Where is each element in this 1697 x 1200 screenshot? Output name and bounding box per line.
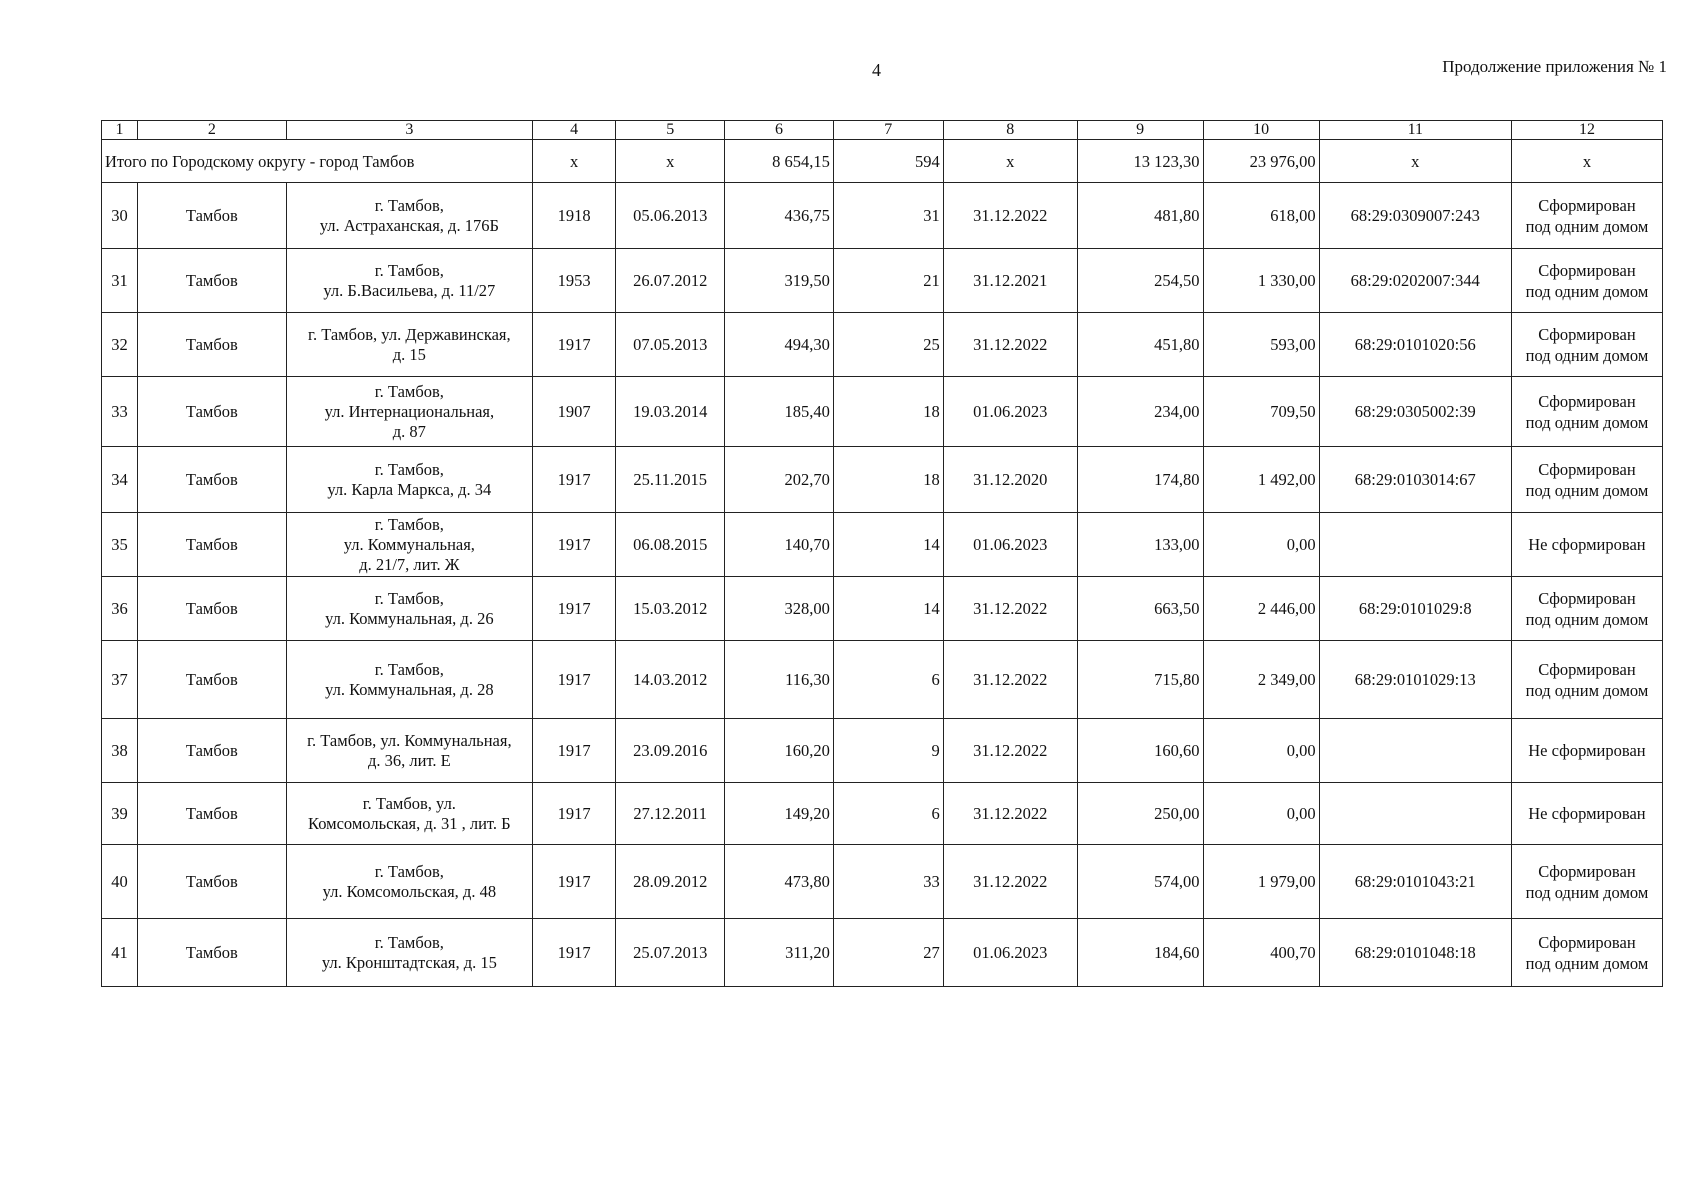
year-cell: 1917 [532, 641, 615, 719]
row-number: 37 [102, 641, 138, 719]
cadastral-number-cell: 68:29:0309007:243 [1319, 183, 1511, 249]
col-number-9: 9 [1077, 121, 1203, 140]
date-cell: 25.11.2015 [616, 447, 725, 513]
col-10-cell: 400,70 [1203, 919, 1319, 987]
table-row [102, 845, 1663, 919]
column-number-row [102, 121, 1663, 140]
date-cell: 15.03.2012 [616, 577, 725, 641]
col-9-cell: 174,80 [1077, 447, 1203, 513]
total-col-11: х [1319, 140, 1511, 183]
address-line-2: Комсомольская, д. 31 , лит. Б [308, 813, 511, 833]
status-line-2: под одним домом [1525, 882, 1649, 902]
date-cell: 05.06.2013 [616, 183, 725, 249]
date-cell: 07.05.2013 [616, 313, 725, 377]
col-10-cell: 618,00 [1203, 183, 1319, 249]
cadastral-number-cell: 68:29:0101043:21 [1319, 845, 1511, 919]
deadline-cell: 31.12.2021 [943, 249, 1077, 313]
status-line-1: Сформирован [1538, 932, 1636, 952]
col-number-4: 4 [532, 121, 615, 140]
city-cell: Тамбов [137, 641, 286, 719]
address-line-1: г. Тамбов, [374, 514, 444, 534]
date-cell: 27.12.2011 [616, 783, 725, 845]
appendix-note: Продолжение приложения № 1 [1442, 57, 1667, 76]
residents-cell: 6 [833, 783, 943, 845]
city-cell: Тамбов [137, 513, 286, 577]
col-9-cell: 574,00 [1077, 845, 1203, 919]
col-9-cell: 234,00 [1077, 377, 1203, 447]
city-cell: Тамбов [137, 249, 286, 313]
residents-cell: 33 [833, 845, 943, 919]
total-col-5: х [616, 140, 725, 183]
total-area: 8 654,15 [725, 140, 834, 183]
address-cell [286, 183, 532, 249]
page-number: 4 [872, 60, 881, 80]
status-line-2: под одним домом [1525, 281, 1649, 301]
table-row [102, 577, 1663, 641]
status-cell [1511, 377, 1662, 447]
cadastral-number-cell: 68:29:0101029:8 [1319, 577, 1511, 641]
status-line-2: под одним домом [1525, 216, 1649, 236]
table-row [102, 719, 1663, 783]
cadastral-number-cell [1319, 783, 1511, 845]
col-10-cell: 0,00 [1203, 513, 1319, 577]
col-9-cell: 715,80 [1077, 641, 1203, 719]
city-cell: Тамбов [137, 919, 286, 987]
year-cell: 1953 [532, 249, 615, 313]
address-line-1: г. Тамбов, [374, 195, 444, 215]
address-line-2: д. 36, лит. Е [367, 750, 451, 770]
table-row [102, 447, 1663, 513]
total-col-10: 23 976,00 [1203, 140, 1319, 183]
status-line-2: под одним домом [1525, 609, 1649, 629]
total-row [102, 140, 1663, 183]
address-line-2: д. 15 [392, 344, 426, 364]
deadline-cell: 31.12.2022 [943, 845, 1077, 919]
date-cell: 28.09.2012 [616, 845, 725, 919]
status-line-1: Не сформирован [1528, 741, 1646, 760]
address-line-1: г. Тамбов, [374, 861, 444, 881]
status-line-1: Сформирован [1538, 861, 1636, 881]
col-9-cell: 250,00 [1077, 783, 1203, 845]
col-10-cell: 1 492,00 [1203, 447, 1319, 513]
cadastral-number-cell: 68:29:0202007:344 [1319, 249, 1511, 313]
area-cell: 436,75 [725, 183, 834, 249]
area-cell: 494,30 [725, 313, 834, 377]
address-line-1: г. Тамбов, ул. [362, 793, 456, 813]
year-cell: 1917 [532, 447, 615, 513]
col-number-6: 6 [725, 121, 834, 140]
address-line-1: г. Тамбов, ул. Державинская, [308, 324, 511, 344]
year-cell: 1917 [532, 577, 615, 641]
status-cell [1511, 919, 1662, 987]
area-cell: 311,20 [725, 919, 834, 987]
status-cell [1511, 313, 1662, 377]
cadastral-number-cell: 68:29:0103014:67 [1319, 447, 1511, 513]
address-line-1: г. Тамбов, [374, 588, 444, 608]
address-line-1: г. Тамбов, [374, 459, 444, 479]
status-cell [1511, 577, 1662, 641]
status-cell [1511, 513, 1662, 577]
residents-cell: 21 [833, 249, 943, 313]
table-row [102, 377, 1663, 447]
address-cell [286, 641, 532, 719]
address-cell [286, 313, 532, 377]
residents-cell: 14 [833, 513, 943, 577]
year-cell: 1917 [532, 919, 615, 987]
address-line-2: ул. Коммунальная, д. 26 [325, 608, 494, 628]
status-line-2: под одним домом [1525, 345, 1649, 365]
residents-cell: 27 [833, 919, 943, 987]
residents-cell: 9 [833, 719, 943, 783]
address-cell [286, 783, 532, 845]
table-row [102, 919, 1663, 987]
cadastral-number-cell: 68:29:0101048:18 [1319, 919, 1511, 987]
city-cell: Тамбов [137, 719, 286, 783]
deadline-cell: 01.06.2023 [943, 377, 1077, 447]
col-number-2: 2 [137, 121, 286, 140]
city-cell: Тамбов [137, 447, 286, 513]
address-cell [286, 513, 532, 577]
status-cell [1511, 845, 1662, 919]
col-10-cell: 0,00 [1203, 783, 1319, 845]
total-col-9: 13 123,30 [1077, 140, 1203, 183]
year-cell: 1917 [532, 513, 615, 577]
city-cell: Тамбов [137, 377, 286, 447]
cadastral-number-cell: 68:29:0305002:39 [1319, 377, 1511, 447]
col-number-3: 3 [286, 121, 532, 140]
address-cell [286, 919, 532, 987]
year-cell: 1907 [532, 377, 615, 447]
deadline-cell: 01.06.2023 [943, 513, 1077, 577]
area-cell: 328,00 [725, 577, 834, 641]
col-9-cell: 254,50 [1077, 249, 1203, 313]
deadline-cell: 01.06.2023 [943, 919, 1077, 987]
status-line-1: Не сформирован [1528, 535, 1646, 554]
col-number-11: 11 [1319, 121, 1511, 140]
address-line-2: ул. Коммунальная, [343, 534, 475, 554]
col-number-1: 1 [102, 121, 138, 140]
col-number-10: 10 [1203, 121, 1319, 140]
area-cell: 202,70 [725, 447, 834, 513]
deadline-cell: 31.12.2022 [943, 719, 1077, 783]
area-cell: 140,70 [725, 513, 834, 577]
city-cell: Тамбов [137, 313, 286, 377]
col-9-cell: 663,50 [1077, 577, 1203, 641]
row-number: 33 [102, 377, 138, 447]
status-line-2: под одним домом [1525, 480, 1649, 500]
area-cell: 473,80 [725, 845, 834, 919]
total-col-12: х [1511, 140, 1662, 183]
col-9-cell: 184,60 [1077, 919, 1203, 987]
cadastral-number-cell [1319, 513, 1511, 577]
date-cell: 19.03.2014 [616, 377, 725, 447]
col-10-cell: 0,00 [1203, 719, 1319, 783]
status-line-1: Сформирован [1538, 659, 1636, 679]
total-col-4: х [532, 140, 615, 183]
table-row [102, 513, 1663, 577]
residents-cell: 6 [833, 641, 943, 719]
deadline-cell: 31.12.2022 [943, 641, 1077, 719]
address-cell [286, 447, 532, 513]
table-row [102, 783, 1663, 845]
date-cell: 25.07.2013 [616, 919, 725, 987]
year-cell: 1917 [532, 783, 615, 845]
table-body [102, 121, 1663, 987]
cadastral-number-cell: 68:29:0101020:56 [1319, 313, 1511, 377]
row-number: 31 [102, 249, 138, 313]
row-number: 36 [102, 577, 138, 641]
address-cell [286, 377, 532, 447]
status-line-1: Сформирован [1538, 459, 1636, 479]
address-line-3: д. 87 [392, 421, 426, 441]
cadastral-number-cell [1319, 719, 1511, 783]
row-number: 38 [102, 719, 138, 783]
status-line-1: Сформирован [1538, 324, 1636, 344]
city-cell: Тамбов [137, 577, 286, 641]
deadline-cell: 31.12.2022 [943, 577, 1077, 641]
col-9-cell: 160,60 [1077, 719, 1203, 783]
col-number-12: 12 [1511, 121, 1662, 140]
cadastral-number-cell: 68:29:0101029:13 [1319, 641, 1511, 719]
residents-cell: 25 [833, 313, 943, 377]
address-line-1: г. Тамбов, [374, 659, 444, 679]
area-cell: 319,50 [725, 249, 834, 313]
row-number: 30 [102, 183, 138, 249]
status-line-1: Не сформирован [1528, 804, 1646, 823]
status-line-2: под одним домом [1525, 412, 1649, 432]
row-number: 40 [102, 845, 138, 919]
col-10-cell: 709,50 [1203, 377, 1319, 447]
col-9-cell: 133,00 [1077, 513, 1203, 577]
col-10-cell: 2 446,00 [1203, 577, 1319, 641]
address-line-1: г. Тамбов, [374, 932, 444, 952]
deadline-cell: 31.12.2022 [943, 183, 1077, 249]
row-number: 41 [102, 919, 138, 987]
address-line-2: ул. Карла Маркса, д. 34 [327, 479, 492, 499]
city-cell: Тамбов [137, 783, 286, 845]
row-number: 35 [102, 513, 138, 577]
col-number-5: 5 [616, 121, 725, 140]
area-cell: 116,30 [725, 641, 834, 719]
status-cell [1511, 783, 1662, 845]
deadline-cell: 31.12.2022 [943, 783, 1077, 845]
address-cell [286, 577, 532, 641]
table-row [102, 249, 1663, 313]
row-number: 32 [102, 313, 138, 377]
row-number: 39 [102, 783, 138, 845]
address-line-1: г. Тамбов, [374, 260, 444, 280]
date-cell: 26.07.2012 [616, 249, 725, 313]
address-line-2: ул. Б.Васильева, д. 11/27 [323, 280, 496, 300]
table-row [102, 313, 1663, 377]
date-cell: 06.08.2015 [616, 513, 725, 577]
address-line-1: г. Тамбов, [374, 381, 444, 401]
residents-cell: 31 [833, 183, 943, 249]
address-cell [286, 845, 532, 919]
area-cell: 185,40 [725, 377, 834, 447]
col-10-cell: 593,00 [1203, 313, 1319, 377]
address-line-2: ул. Интернациональная, [324, 401, 495, 421]
status-cell [1511, 719, 1662, 783]
row-number: 34 [102, 447, 138, 513]
address-line-2: ул. Кронштадтская, д. 15 [321, 952, 497, 972]
table-row [102, 641, 1663, 719]
status-line-1: Сформирован [1538, 588, 1636, 608]
date-cell: 23.09.2016 [616, 719, 725, 783]
table-row [102, 183, 1663, 249]
deadline-cell: 31.12.2020 [943, 447, 1077, 513]
status-cell [1511, 249, 1662, 313]
status-line-1: Сформирован [1538, 391, 1636, 411]
residents-cell: 14 [833, 577, 943, 641]
col-10-cell: 1 330,00 [1203, 249, 1319, 313]
residents-cell: 18 [833, 377, 943, 447]
address-cell [286, 719, 532, 783]
residents-cell: 18 [833, 447, 943, 513]
year-cell: 1917 [532, 313, 615, 377]
city-cell: Тамбов [137, 183, 286, 249]
year-cell: 1918 [532, 183, 615, 249]
total-residents: 594 [833, 140, 943, 183]
year-cell: 1917 [532, 719, 615, 783]
col-10-cell: 2 349,00 [1203, 641, 1319, 719]
address-line-1: г. Тамбов, ул. Коммунальная, [307, 730, 512, 750]
address-line-2: ул. Комсомольская, д. 48 [322, 881, 497, 901]
total-col-8: х [943, 140, 1077, 183]
address-line-2: ул. Астраханская, д. 176Б [319, 215, 499, 235]
col-9-cell: 451,80 [1077, 313, 1203, 377]
col-number-8: 8 [943, 121, 1077, 140]
status-line-1: Сформирован [1538, 260, 1636, 280]
status-cell [1511, 183, 1662, 249]
col-number-7: 7 [833, 121, 943, 140]
status-cell [1511, 641, 1662, 719]
city-cell: Тамбов [137, 845, 286, 919]
status-line-1: Сформирован [1538, 195, 1636, 215]
year-cell: 1917 [532, 845, 615, 919]
total-label: Итого по Городскому округу - город Тамбов [102, 140, 533, 183]
deadline-cell: 31.12.2022 [943, 313, 1077, 377]
address-cell [286, 249, 532, 313]
col-9-cell: 481,80 [1077, 183, 1203, 249]
col-10-cell: 1 979,00 [1203, 845, 1319, 919]
area-cell: 149,20 [725, 783, 834, 845]
registry-table [101, 120, 1663, 987]
status-line-2: под одним домом [1525, 953, 1649, 973]
status-line-2: под одним домом [1525, 680, 1649, 700]
date-cell: 14.03.2012 [616, 641, 725, 719]
area-cell: 160,20 [725, 719, 834, 783]
status-cell [1511, 447, 1662, 513]
address-line-3: д. 21/7, лит. Ж [359, 554, 460, 574]
address-line-2: ул. Коммунальная, д. 28 [325, 679, 494, 699]
